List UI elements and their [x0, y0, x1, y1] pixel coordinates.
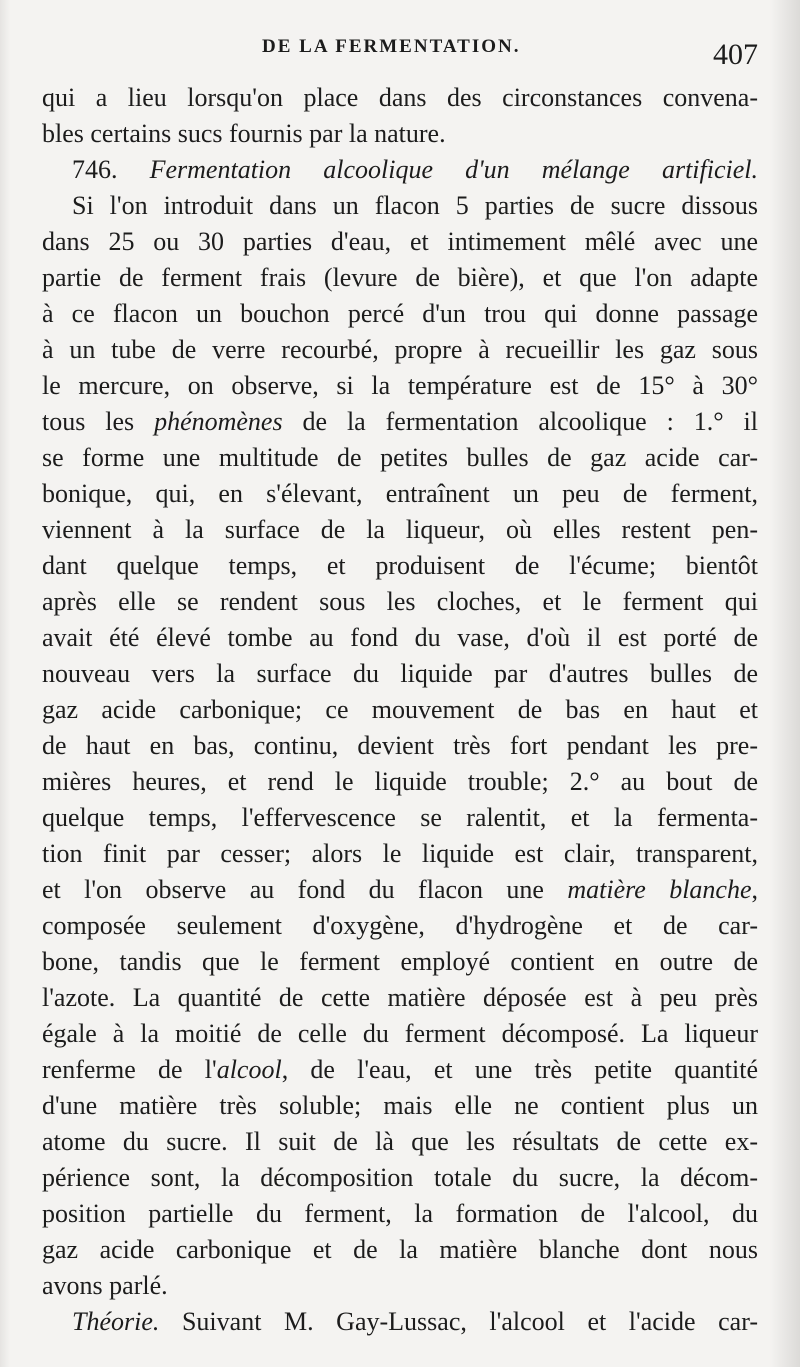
text-line: bone, tandis que le ferment employé contient en outre de	[42, 947, 758, 976]
text-line: périence sont, la décomposition totale du sucre, la décom-	[42, 1163, 758, 1192]
text-line: mières heures, et rend le liquide trouble; 2.° au bout de	[42, 767, 758, 796]
section-heading	[42, 152, 758, 188]
text-line: d'une matière très soluble; mais elle ne contient plus un	[42, 1091, 758, 1120]
text-line: se forme une multitude de petites bulles de gaz acide car-	[42, 443, 758, 472]
text-line: avons parlé.	[42, 1271, 168, 1300]
text-line: bonique, qui, en s'élevant, entraînent un peu de ferment,	[42, 479, 758, 508]
text-line: le mercure, on observe, si la température est de 15° à 30°	[42, 371, 758, 400]
section-title: Fermentation alcoolique d'un mélange artificiel.	[149, 155, 758, 184]
text-line: l'azote. La quantité de cette matière déposée est à peu près	[42, 983, 758, 1012]
text-line: qui a lieu lorsqu'on place dans des circonstances convena-	[42, 83, 758, 112]
text-line: après elle se rendent sous les cloches, et le ferment qui	[42, 587, 758, 616]
italic-term: matière blanche	[567, 875, 752, 904]
page-edge-shadow	[770, 0, 800, 1367]
text-line: bles certains sucs fournis par la nature.	[42, 119, 446, 148]
page-number: 407	[713, 38, 758, 71]
text-line: de haut en bas, continu, devient très fort pendant les pre-	[42, 731, 758, 760]
italic-term: Théorie.	[72, 1307, 160, 1336]
text-line: à ce flacon un bouchon percé d'un trou qui donne passage	[42, 299, 758, 328]
text-line: égale à la moitié de celle du ferment décomposé. La liqueur	[42, 1019, 758, 1048]
page-gutter-shadow	[0, 0, 10, 1367]
text-line: tous les phénomènes de la fermentation alcoolique : 1.° il	[42, 407, 758, 436]
text-line: et l'on observe au fond du flacon une matière blanche,	[42, 875, 758, 904]
text-line: nouveau vers la surface du liquide par d'autres bulles de	[42, 659, 758, 688]
text-line: gaz acide carbonique et de la matière blanche dont nous	[42, 1235, 758, 1264]
italic-term: phénomènes	[154, 407, 283, 436]
text-line: dans 25 ou 30 parties d'eau, et intimement mêlé avec une	[42, 227, 758, 256]
text-line: partie de ferment frais (levure de bière), et que l'on adapte	[42, 263, 758, 292]
text-line: à un tube de verre recourbé, propre à recueillir les gaz sous	[42, 335, 758, 364]
text-line: Si l'on introduit dans un flacon 5 parties de sucre dissous	[72, 191, 758, 220]
text-line: quelque temps, l'effervescence se ralentit, et la fermenta-	[42, 803, 758, 832]
running-header: DE LA FERMENTATION.	[262, 36, 521, 57]
text-line: dant quelque temps, et produisent de l'écume; bientôt	[42, 551, 758, 580]
text-line: viennent à la surface de la liqueur, où elles restent pen-	[42, 515, 758, 544]
text-line: Théorie. Suivant M. Gay-Lussac, l'alcool et l'acide car-	[72, 1307, 758, 1336]
text-line: atome du sucre. Il suit de là que les résultats de cette ex-	[42, 1127, 758, 1156]
section-number: 746.	[72, 155, 150, 184]
body-text	[42, 80, 758, 1340]
text-line: avait été élevé tombe au fond du vase, d'où il est porté de	[42, 623, 758, 652]
italic-term: alcool	[216, 1055, 282, 1084]
text-line: tion finit par cesser; alors le liquide est clair, transparent,	[42, 839, 758, 868]
text-line: composée seulement d'oxygène, d'hydrogène et de car-	[42, 911, 758, 940]
text-line: renferme de l'alcool, de l'eau, et une très petite quantité	[42, 1055, 758, 1084]
text-line: gaz acide carbonique; ce mouvement de bas en haut et	[42, 695, 758, 724]
text-line: position partielle du ferment, la formation de l'alcool, du	[42, 1199, 758, 1228]
